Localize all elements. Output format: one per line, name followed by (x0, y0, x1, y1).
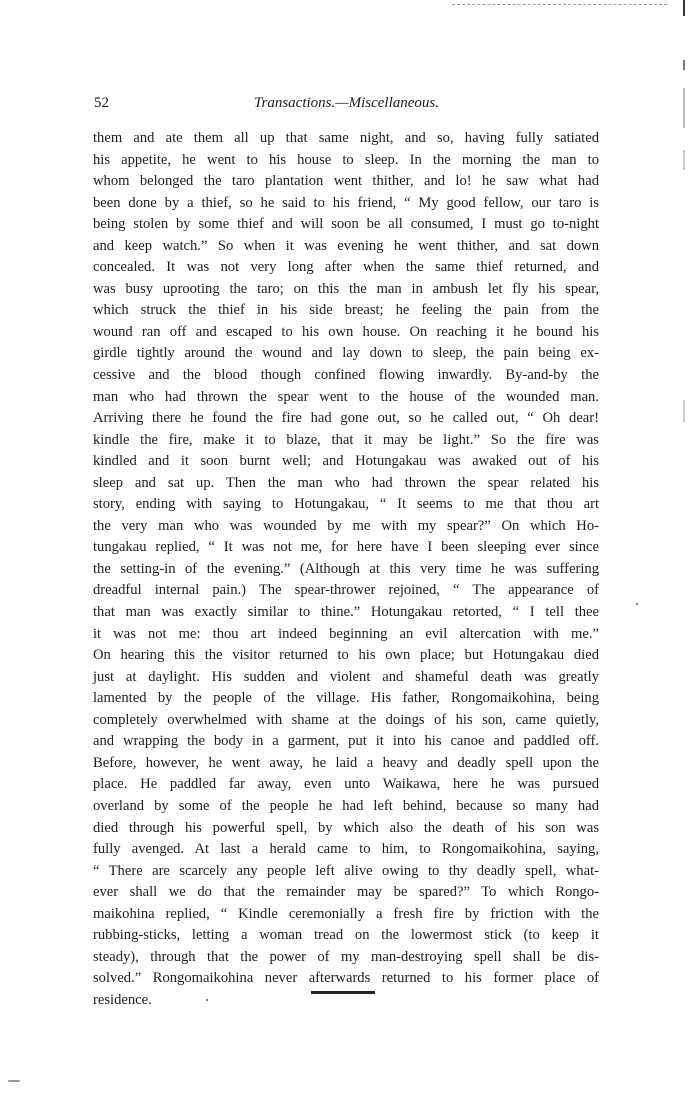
scan-edge-mark (683, 150, 685, 170)
scan-edge-mark (683, 88, 685, 128)
text-line: “ There are scarcely any people left alive owing to thy deadly spell, what- (93, 862, 599, 879)
text-line: that man was exactly similar to thine.” Hotungakau retorted, “ I tell thee (93, 604, 599, 621)
text-line: ever shall we do that the remainder may be spared?” To which Rongo- (93, 884, 599, 901)
section-end-rule (311, 991, 375, 994)
text-line: steady), through that the power of my man-destroying spell shall be dis- (93, 948, 599, 965)
text-line: and keep watch.” So when it was evening he went thither, and sat down (93, 237, 599, 254)
text-line: maikohina replied, “ Kindle ceremonially a fresh fire by friction with the (93, 905, 599, 922)
scan-edge-mark (683, 60, 685, 70)
text-line: place. He paddled far away, even unto Waikawa, here he was pursued (93, 776, 599, 793)
page-number: 52 (94, 95, 109, 111)
text-line: died through his powerful spell, by which also the death of his son was (93, 819, 599, 836)
running-head: Transactions.—Miscellaneous. (253, 95, 439, 111)
text-line: his appetite, he went to his house to sleep. In the morning the man to (93, 151, 599, 168)
text-line: wound ran off and escaped to his own house. On reaching it he bound his (93, 323, 599, 340)
text-line: cessive and the blood though confined flowing inwardly. By-and-by the (93, 367, 599, 384)
text-line: Arriving there he found the fire had gone out, so he called out, “ Oh dear! (93, 410, 599, 427)
scan-speck (636, 603, 638, 605)
text-line: overland by some of the people he had left behind, because so many had (93, 797, 599, 814)
text-line: it was not me: thou art indeed beginning an evil altercation with me.” (93, 625, 599, 642)
text-line: solved.” Rongomaikohina never afterwards returned to his former place of (93, 970, 599, 987)
text-line: girdle tightly around the wound and lay down to sleep, the pain being ex- (93, 345, 599, 362)
scan-edge-mark (683, 0, 685, 16)
text-line: sleep and sat up. Then the man who had thrown the spear related his (93, 474, 599, 491)
scan-edge-rule (452, 4, 667, 5)
page-header (94, 95, 599, 117)
text-line: kindled and it soon burnt well; and Hotungakau was awaked out of his (93, 453, 599, 470)
text-line: fully avenged. At last a herald came to him, to Rongomaikohina, saying, (93, 841, 599, 858)
text-line: On hearing this the visitor returned to his own place; but Hotungakau died (93, 647, 599, 664)
text-line: man who had thrown the spear went to the house of the wounded man. (93, 388, 599, 405)
text-line: which struck the thief in his side breast; he feeling the pain from the (93, 302, 599, 319)
text-line: dreadful internal pain.) The spear-thrower rejoined, “ The appearance of (93, 582, 599, 599)
text-line: the very man who was wounded by me with my spear?” On which Ho- (93, 517, 599, 534)
text-line: just at daylight. His sudden and violent and shameful death was greatly (93, 668, 599, 685)
text-line: residence. (93, 991, 152, 1008)
text-line: and wrapping the body in a garment, put it into his canoe and paddled off. (93, 733, 599, 750)
text-line: kindle the fire, make it to blaze, that it may be light.” So the fire was (93, 431, 599, 448)
text-line: Before, however, he went away, he laid a heavy and deadly spell upon the (93, 754, 599, 771)
text-line: concealed. It was not very long after when the same thief returned, and (93, 259, 599, 276)
body-text (93, 128, 599, 1011)
text-line: tungakau replied, “ It was not me, for here have I been sleeping ever since (93, 539, 599, 556)
text-line: them and ate them all up that same night, and so, having fully satiated (93, 130, 599, 146)
text-line: being stolen by some thief and will soon be all consumed, I must go to-night (93, 216, 599, 233)
scan-edge-mark (683, 400, 685, 422)
text-line: rubbing-sticks, letting a woman tread on the lowermost stick (to keep it (93, 927, 599, 944)
text-line: story, ending with saying to Hotungakau, “ It seems to me that thou art (93, 496, 599, 513)
text-line: the setting-in of the evening.” (Although at this very time he was suffering (93, 560, 599, 577)
text-line: whom belonged the taro plantation went thither, and lo! he saw what had (93, 173, 599, 190)
text-line: lamented by the people of the village. His father, Rongomaikohina, being (93, 690, 599, 707)
scan-speck (8, 1080, 20, 1082)
text-line: was busy uprooting the taro; on this the man in ambush let fly his spear, (93, 280, 599, 297)
scan-speck (206, 999, 208, 1001)
text-line: been done by a thief, so he said to his friend, “ My good fellow, our taro is (93, 194, 599, 211)
text-line: completely overwhelmed with shame at the doings of his son, came quietly, (93, 711, 599, 728)
